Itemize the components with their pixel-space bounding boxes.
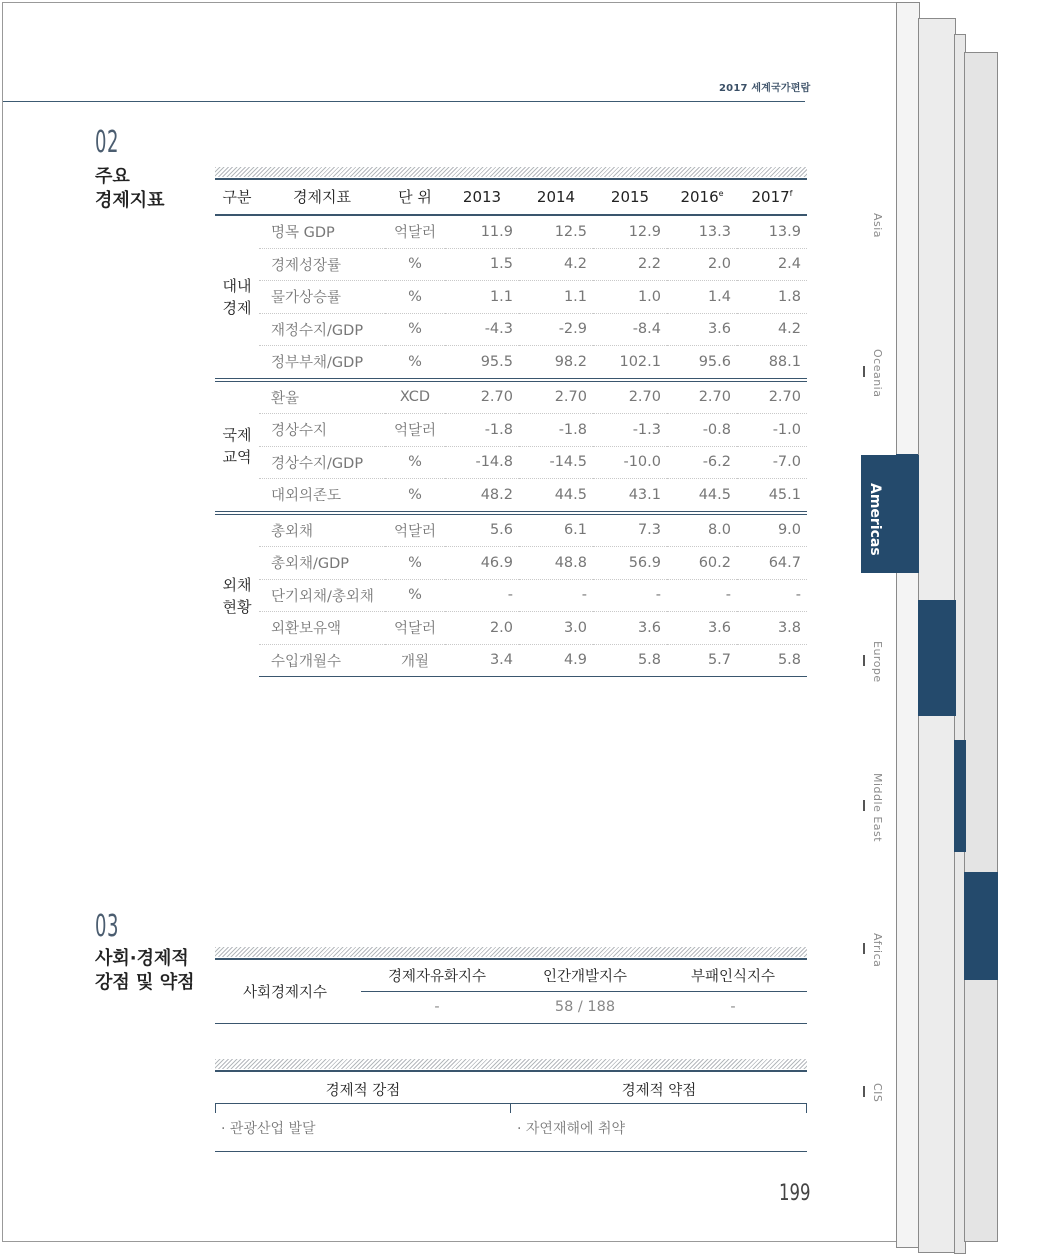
section-number: 03 — [95, 909, 120, 944]
section-title: 주요 경제지표 — [95, 166, 165, 211]
side-tab-europe[interactable]: Europe — [871, 641, 884, 683]
table-row — [215, 215, 807, 248]
table-row — [215, 414, 807, 447]
strength-item: · 관광산업 발달 — [221, 1121, 316, 1137]
edge-tab — [954, 740, 966, 852]
document-page — [2, 2, 896, 1242]
col-header: 경제지표 — [259, 179, 385, 215]
value-cell: 3.4 — [445, 644, 519, 677]
side-tab-asia[interactable]: Asia — [871, 213, 884, 239]
table-row — [215, 513, 807, 547]
economic-indicators-table — [215, 179, 807, 677]
sw-rule — [215, 1103, 807, 1104]
value-cell: 98.2 — [519, 346, 593, 380]
col-header: 2013 — [445, 179, 519, 215]
table-row — [215, 281, 807, 314]
value-cell: 3.0 — [519, 612, 593, 645]
hatch-bar — [215, 1059, 807, 1069]
value-cell: -1.3 — [593, 414, 667, 447]
indicator-cell: 정부부채/GDP — [259, 346, 385, 380]
indicator-cell: 수입개월수 — [259, 644, 385, 677]
value-cell: 4.2 — [737, 313, 807, 346]
unit-cell: % — [385, 446, 445, 479]
value-cell: - — [667, 579, 737, 612]
indicator-cell: 환율 — [259, 380, 385, 414]
unit-cell: 억달러 — [385, 414, 445, 447]
value-cell: -7.0 — [737, 446, 807, 479]
value-cell: 9.0 — [737, 513, 807, 547]
value-cell: -2.9 — [519, 313, 593, 346]
value-cell: 95.6 — [667, 346, 737, 380]
value-cell: 44.5 — [519, 479, 593, 513]
value-cell: -6.2 — [667, 446, 737, 479]
value-cell: -14.5 — [519, 446, 593, 479]
table-bottom-rule — [215, 1023, 807, 1024]
indicator-cell: 명목 GDP — [259, 215, 385, 248]
table-bottom-rule — [215, 1151, 807, 1152]
table-header-row — [215, 179, 807, 215]
edge-tab — [964, 872, 998, 980]
indicator-cell: 단기외채/총외채 — [259, 579, 385, 612]
value-cell: 12.5 — [519, 215, 593, 248]
col-header: 2016e — [667, 179, 737, 215]
category-cell: 대내 경제 — [222, 276, 252, 317]
category-cell: 외채 현황 — [215, 513, 259, 677]
edge-tab — [918, 600, 956, 716]
value-cell: 48.8 — [519, 547, 593, 580]
value-cell: 45.1 — [737, 479, 807, 513]
indicator-cell: 외환보유액 — [259, 612, 385, 645]
hatch-bar — [215, 167, 807, 177]
table-row — [215, 547, 807, 580]
value-cell: 5.7 — [667, 644, 737, 677]
value-cell: 2.4 — [737, 248, 807, 281]
table-row — [215, 380, 807, 414]
col-header: 단 위 — [385, 179, 445, 215]
category-cell: 국제 교역 — [215, 380, 259, 513]
side-tab-americas[interactable]: Americas — [867, 483, 883, 556]
value-cell: 6.1 — [519, 513, 593, 547]
page-edge — [896, 2, 920, 1248]
value-cell: 43.1 — [593, 479, 667, 513]
value-cell: 2.70 — [737, 380, 807, 414]
value-cell: 5.8 — [737, 644, 807, 677]
indicator-cell: 경상수지 — [259, 414, 385, 447]
value-cell: - — [519, 579, 593, 612]
table-row — [215, 446, 807, 479]
hatch-bar — [215, 947, 807, 957]
side-tab-middle-east[interactable]: Middle East — [871, 773, 884, 843]
page-number: 199 — [779, 1181, 811, 1206]
indicator-cell: 총외채 — [259, 513, 385, 547]
table-top-rule — [215, 1070, 807, 1072]
value-cell: 102.1 — [593, 346, 667, 380]
value-cell: 3.6 — [667, 313, 737, 346]
table-row — [215, 612, 807, 645]
weakness-item: · 자연재해에 취약 — [517, 1121, 626, 1137]
value-cell: - — [593, 579, 667, 612]
table-row — [215, 644, 807, 677]
value-cell: 2.70 — [667, 380, 737, 414]
value-cell: 1.8 — [737, 281, 807, 314]
indicator-cell: 대외의존도 — [259, 479, 385, 513]
table-row — [215, 346, 807, 380]
value-cell: 5.8 — [593, 644, 667, 677]
value-cell: 64.7 — [737, 547, 807, 580]
indicator-cell: 경상수지/GDP — [259, 446, 385, 479]
value-cell: 3.6 — [667, 612, 737, 645]
indicator-cell: 재정수지/GDP — [259, 313, 385, 346]
side-tab-cis[interactable]: CIS — [871, 1083, 884, 1103]
value-cell: -10.0 — [593, 446, 667, 479]
indicator-cell: 물가상승률 — [259, 281, 385, 314]
unit-cell: % — [385, 313, 445, 346]
value-cell: 46.9 — [445, 547, 519, 580]
section-number: 02 — [95, 125, 120, 160]
value-cell: 1.1 — [519, 281, 593, 314]
value-cell: 13.3 — [667, 215, 737, 248]
index-name: 인간개발지수 — [542, 969, 628, 985]
value-cell: 56.9 — [593, 547, 667, 580]
value-cell: 2.70 — [445, 380, 519, 414]
value-cell: 60.2 — [667, 547, 737, 580]
unit-cell: XCD — [385, 380, 445, 414]
value-cell: 2.0 — [667, 248, 737, 281]
header-rule — [3, 101, 805, 102]
value-cell: 13.9 — [737, 215, 807, 248]
value-cell: -0.8 — [667, 414, 737, 447]
table-top-rule — [215, 958, 807, 960]
running-header: 2017 세계국가편람 — [719, 83, 811, 94]
unit-cell: 억달러 — [385, 513, 445, 547]
value-cell: -1.8 — [519, 414, 593, 447]
indicator-cell: 경제성장률 — [259, 248, 385, 281]
value-cell: 1.0 — [593, 281, 667, 314]
unit-cell: % — [385, 547, 445, 580]
unit-cell: % — [385, 281, 445, 314]
index-value: - — [434, 999, 440, 1015]
col-header: 2017$^f$ — [737, 179, 807, 215]
index-value: 58 / 188 — [554, 999, 616, 1015]
table-row — [215, 313, 807, 346]
indicator-cell: 총외채/GDP — [259, 547, 385, 580]
value-cell: 12.9 — [593, 215, 667, 248]
unit-cell: % — [385, 479, 445, 513]
value-cell: 3.8 — [737, 612, 807, 645]
value-cell: - — [445, 579, 519, 612]
value-cell: -8.4 — [593, 313, 667, 346]
value-cell: 88.1 — [737, 346, 807, 380]
col-header: 구분 — [215, 179, 259, 215]
unit-cell: 억달러 — [385, 612, 445, 645]
unit-cell: 억달러 — [385, 215, 445, 248]
side-tab-oceania[interactable]: Oceania — [871, 349, 884, 398]
value-cell: 1.1 — [445, 281, 519, 314]
unit-cell: 개월 — [385, 644, 445, 677]
value-cell: -14.8 — [445, 446, 519, 479]
page-edge — [964, 52, 998, 1242]
unit-cell: % — [385, 248, 445, 281]
table-row — [215, 479, 807, 513]
value-cell: 5.6 — [445, 513, 519, 547]
index-name: 경제자유화지수 — [387, 969, 487, 985]
unit-cell: % — [385, 346, 445, 380]
value-cell: 11.9 — [445, 215, 519, 248]
social-index-label: 사회경제지수 — [243, 985, 328, 1001]
index-value: - — [730, 999, 736, 1015]
unit-cell: % — [385, 579, 445, 612]
strength-header: 경제적 강점 — [325, 1083, 401, 1099]
col-header: 2015 — [593, 179, 667, 215]
value-cell: 8.0 — [667, 513, 737, 547]
section-title: 사회·경제적 강점 및 약점 — [95, 948, 195, 993]
value-cell: -1.8 — [445, 414, 519, 447]
value-cell: 1.4 — [667, 281, 737, 314]
index-rule — [361, 991, 807, 992]
value-cell: -1.0 — [737, 414, 807, 447]
table-row — [215, 248, 807, 281]
value-cell: 4.9 — [519, 644, 593, 677]
value-cell: - — [737, 579, 807, 612]
value-cell: 44.5 — [667, 479, 737, 513]
index-name: 부패인식지수 — [690, 969, 776, 985]
value-cell: 2.70 — [593, 380, 667, 414]
value-cell: 7.3 — [593, 513, 667, 547]
value-cell: -4.3 — [445, 313, 519, 346]
weakness-header: 경제적 약점 — [621, 1083, 697, 1099]
value-cell: 2.2 — [593, 248, 667, 281]
value-cell: 48.2 — [445, 479, 519, 513]
value-cell: 95.5 — [445, 346, 519, 380]
value-cell: 4.2 — [519, 248, 593, 281]
value-cell: 2.70 — [519, 380, 593, 414]
table-row — [215, 579, 807, 612]
col-header: 2014 — [519, 179, 593, 215]
value-cell: 1.5 — [445, 248, 519, 281]
value-cell: 3.6 — [593, 612, 667, 645]
side-tab-africa[interactable]: Africa — [871, 933, 884, 968]
value-cell: 2.0 — [445, 612, 519, 645]
